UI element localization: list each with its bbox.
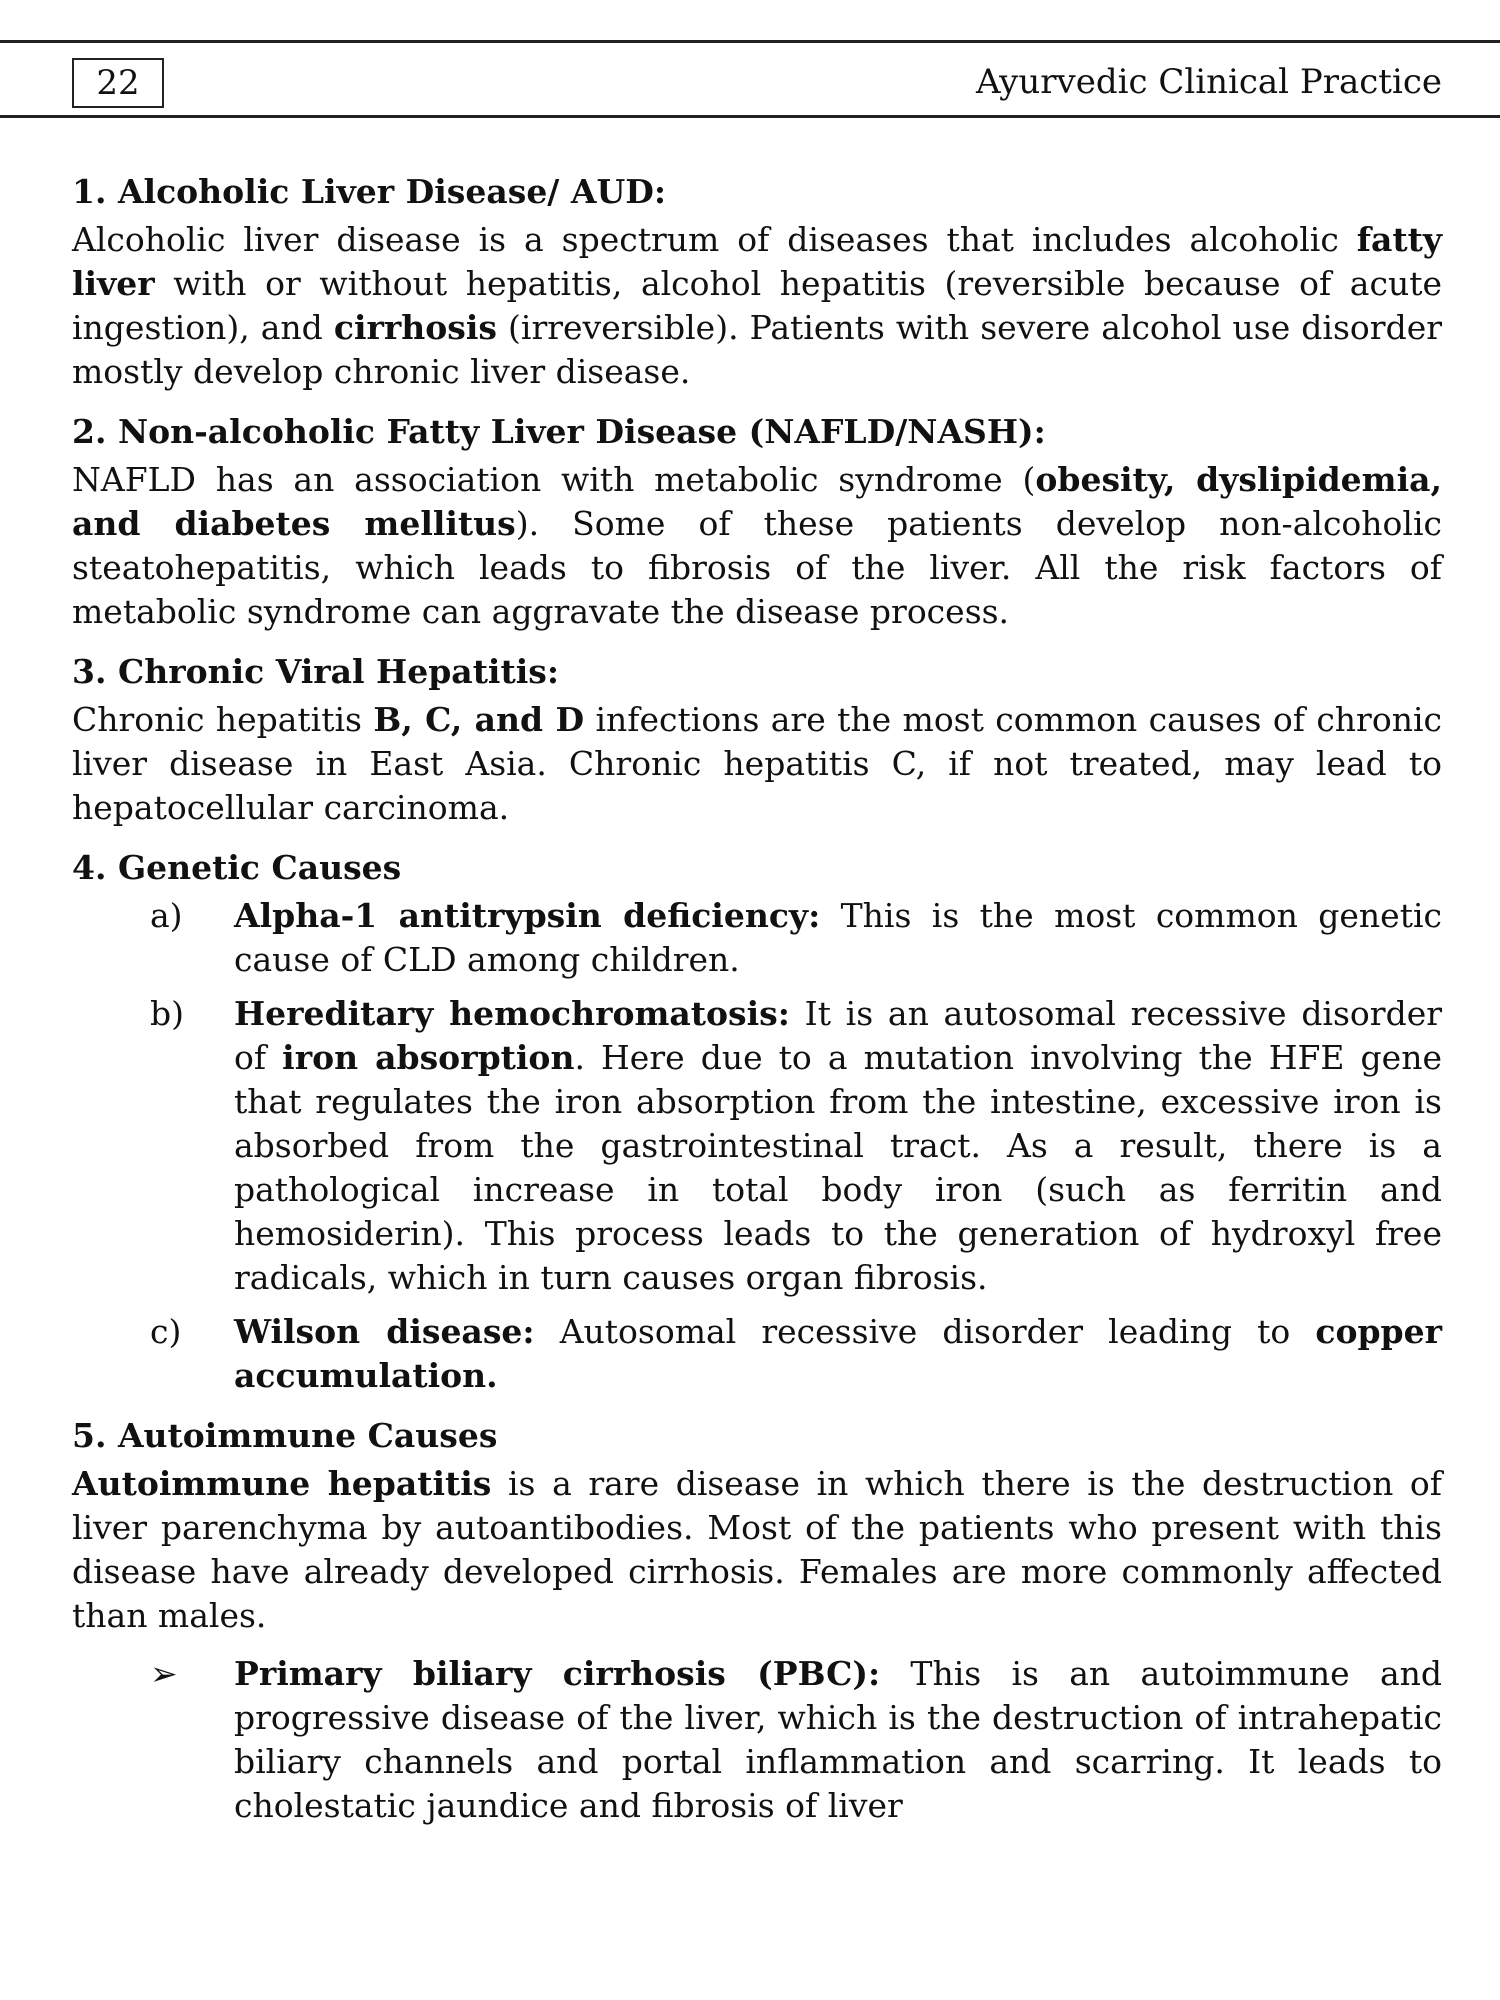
arrow-bullet-icon: ➢ [150,1654,178,1693]
section-heading: 5. Autoimmune Causes [72,1416,498,1455]
list-item: a) Alpha-1 antitrypsin deficiency: This is the most common genetic cause of CLD among children. [150,896,1442,979]
running-title: Ayurvedic Clinical Practice [975,62,1442,102]
section-paragraph: Alcoholic liver disease is a spectrum of diseases that includes alcoholic fatty liver with or without hepatitis, alcohol hepatitis (reversible because of acute ingestion), and cirrhosis (irreversible). Patients with severe alcohol use disorder mostly develop chronic liver disease. [72,220,1442,391]
page-body [72,170,1442,1838]
list-item: c) Wilson disease: Autosomal recessive disorder leading to copper accumulation. [150,1312,1442,1395]
section-heading: 1. Alcoholic Liver Disease/ AUD: [72,172,667,211]
genetic-causes-list [72,894,1442,1398]
running-header [0,40,1500,118]
section-heading: 2. Non-alcoholic Fatty Liver Disease (NAFLD/NASH): [72,412,1046,451]
section-paragraph: Chronic hepatitis B, C, and D infections are the most common causes of chronic liver disease in East Asia. Chronic hepatitis C, if not treated, may lead to hepatocellular carcinoma. [72,700,1442,827]
section-paragraph: NAFLD has an association with metabolic syndrome (obesity, dyslipidemia, and diabetes mellitus). Some of these patients develop non-alcoholic steatohepatitis, which leads to fibrosis of the liver. All the risk factors of metabolic syndrome can aggravate the disease process. [72,460,1443,631]
section-paragraph: Autoimmune hepatitis is a rare disease in which there is the destruction of liver parenchyma by autoantibodies. Most of the patients who present with this disease have already developed cirrhosis. Females are more commonly affected than males. [72,1464,1442,1635]
page-number: 22 [72,58,164,108]
list-marker: a) [150,896,183,935]
autoimmune-list [72,1652,1442,1828]
section-heading: 3. Chronic Viral Hepatitis: [72,652,560,691]
section-heading: 4. Genetic Causes [72,848,402,887]
list-marker: c) [150,1312,182,1351]
list-item: ➢ Primary biliary cirrhosis (PBC): This is an autoimmune and progressive disease of the liver, which is the destruction of intrahepatic biliary channels and portal inflammation and scarring. It leads to cholestatic jaundice and fibrosis of liver [150,1654,1443,1825]
list-marker: b) [150,994,184,1033]
list-item: b) Hereditary hemochromatosis: It is an autosomal recessive disorder of iron absorption. Here due to a mutation involving the HFE gene that regulates the iron absorption from the intestine, excessive iron is absorbed from the gastrointestinal tract. As a result, there is a pathological increase in total body iron (such as ferritin and hemosiderin). This process leads to the generation of hydroxyl free radicals, which in turn causes organ fibrosis. [150,994,1442,1297]
